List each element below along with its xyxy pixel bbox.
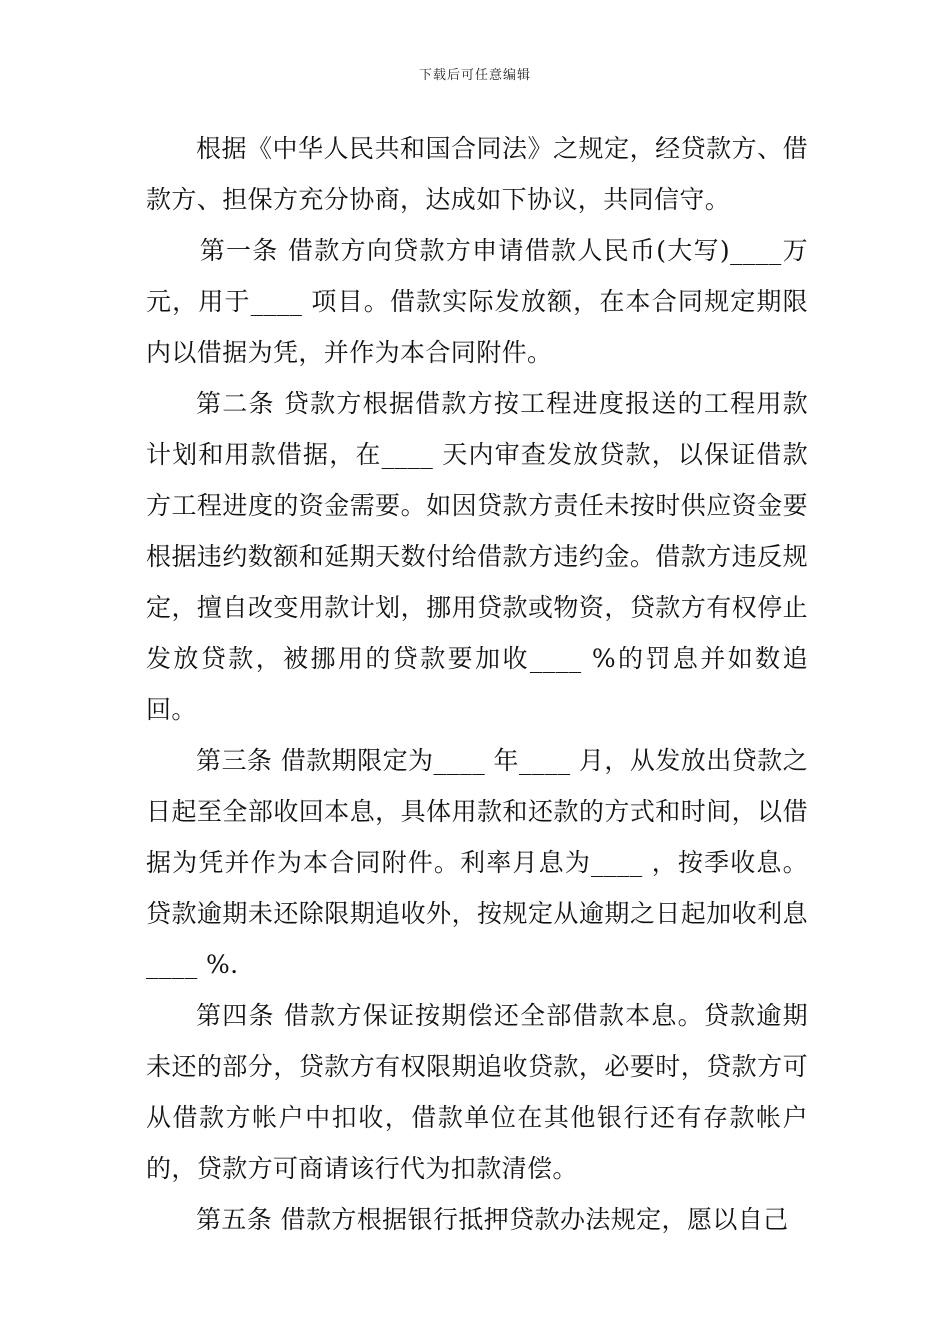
document-body [146, 123, 808, 1245]
paragraph-article-1: 第一条 借款方向贷款方申请借款人民币(大写)____万元，用于____ 项目。借款实际发放额，在本合同规定期限内以借据为凭，并作为本合同附件。 [146, 236, 808, 367]
paragraph-article-2: 第二条 贷款方根据借款方按工程进度报送的工程用款计划和用款借据，在____ 天内审查发放贷款，以保证借款方工程进度的资金需要。如因贷款方责任未按时供应资金要根据违约数额和延期天数付给借款方违约金。借款方违反规定，擅自改变用款计划，挪用贷款或物资，贷款方有权停止发放贷款，被挪用的贷款要加收____ %的罚息并如数追回。 [146, 389, 808, 724]
page-header: 下载后可任意编辑 [418, 68, 531, 83]
paragraph-article-5: 第五条 借款方根据银行抵押贷款办法规定，愿以自己 [196, 1205, 789, 1234]
paragraph-article-3: 第三条 借款期限定为____ 年____ 月，从发放出贷款之日起至全部收回本息，具体用款和还款的方式和时间，以借据为凭并作为本合同附件。利率月息为____ ，按季收息。贷款逾期未还除限期追收外，按规定从逾期之日起加收利息____ %. [146, 746, 808, 979]
paragraph-preamble: 根据《中华人民共和国合同法》之规定，经贷款方、借款方、担保方充分协商，达成如下协议，共同信守。 [146, 134, 808, 214]
paragraph-article-4: 第四条 借款方保证按期偿还全部借款本息。贷款逾期未还的部分，贷款方有权限期追收贷款，必要时，贷款方可从借款方帐户中扣收，借款单位在其他银行还有存款帐户的，贷款方可商请该行代为扣款清偿。 [146, 1001, 808, 1183]
